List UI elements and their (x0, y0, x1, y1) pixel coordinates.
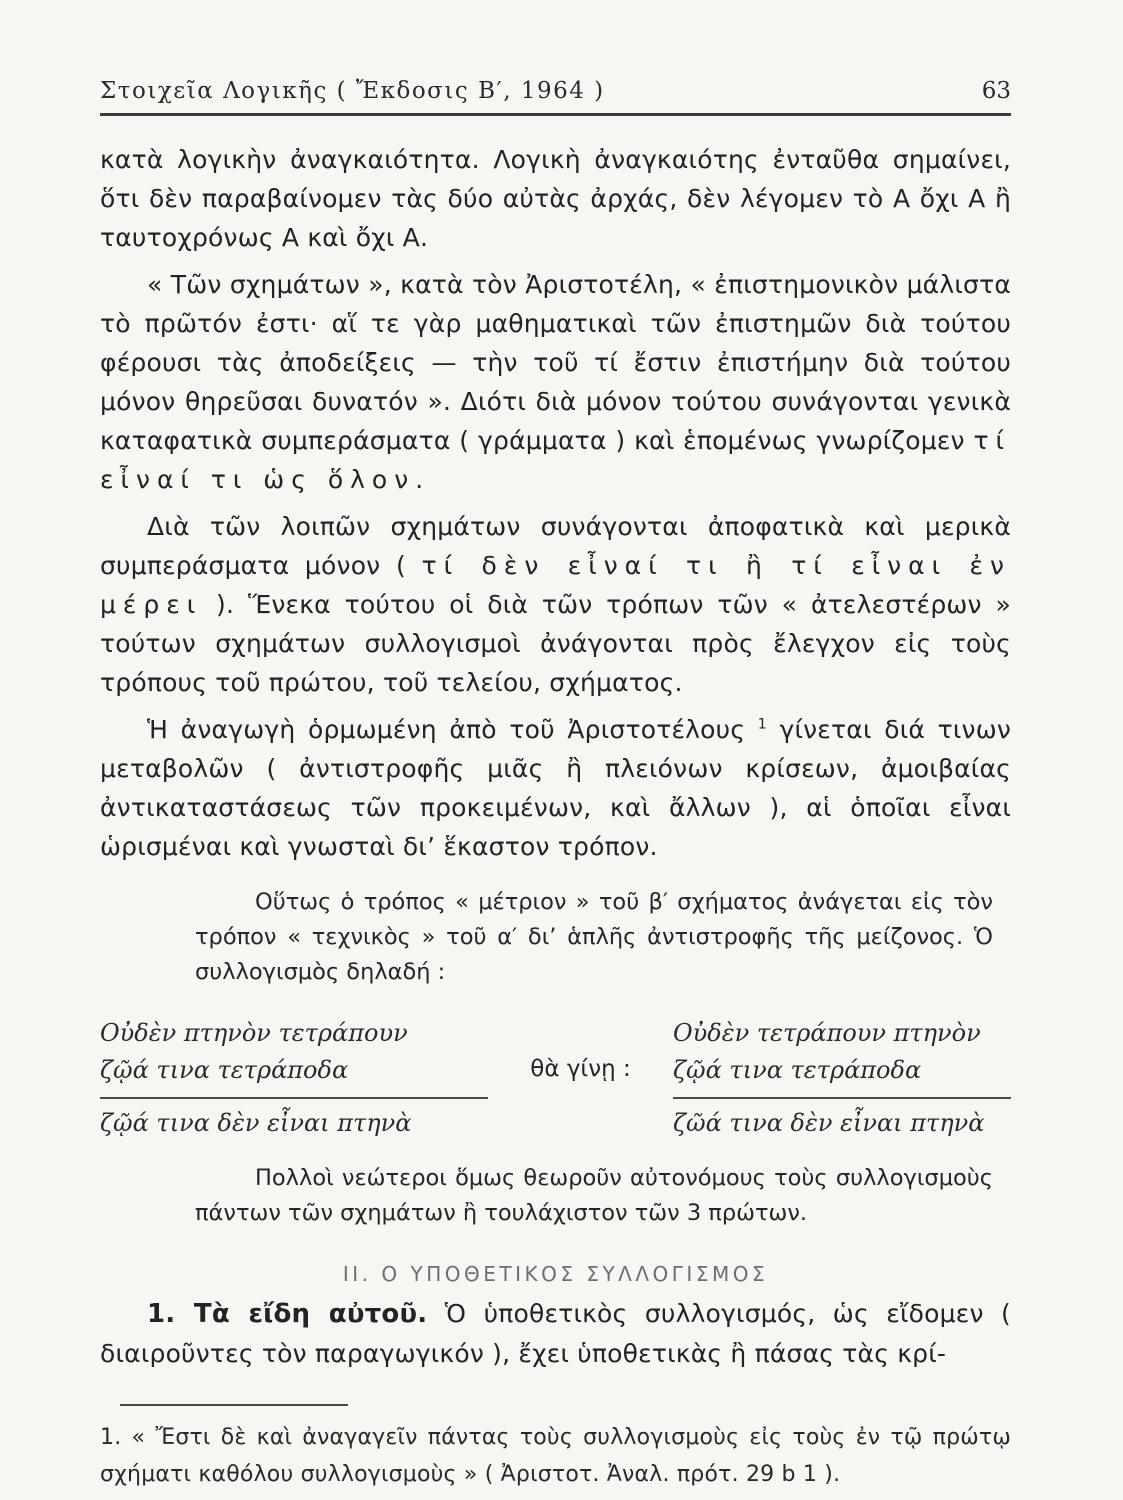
paragraph-logical-necessity: κατὰ λογικὴν ἀναγκαιότητα. Λογικὴ ἀναγκαιότης ἐνταῦθα σημαίνει, ὅτι δὲν παραβαίνομεν τὰς δύο αὐτὰς ἀρχάς, δὲν λέγομεν τὸ Α ὄχι Α ἢ ταυτοχρόνως Α καὶ ὄχι Α. (100, 145, 1011, 252)
paragraph-anagoge (100, 710, 1011, 866)
header-rule (100, 113, 1011, 116)
p2-text-end: . (415, 465, 424, 494)
syllogism-right-column (673, 1015, 1011, 1142)
left-premise-minor: ζῷά τινα τετράποδα (100, 1056, 349, 1084)
right-conclusion: ζῶά τινα δὲν εἶναι πτηνὰ (673, 1109, 985, 1137)
p2-text: « Τῶν σχημάτων », κατὰ τὸν Ἀριστοτέλη, « ἐπιστημονικὸν μάλιστα τὸ πρῶτόν ἐστι· αἵ τε γὰρ μαθηματικαὶ τῶν ἐπιστημῶν διὰ τούτου φέρουσι τὰς ἀποδείξεις — τὴν τοῦ τί ἔστιν ἐπιστήμην διὰ τούτου μόνον θηρεῦσαι δυνατόν ». Διότι διὰ μόνον τούτου συνάγονται γενικὰ καταφατικὰ συμπεράσματα ( γράμματα ) καὶ ἑπομένως γνωρίζομεν (100, 270, 1011, 455)
paragraph-schemata-aristotle (100, 265, 1011, 499)
footnote-1: 1. « Ἔστι δὲ καὶ ἀναγαγεῖν πάντας τοὺς συλλογισμοὺς εἰς τοὺς ἐν τῷ πρώτῳ σχήματι καθόλου συλλογισμοὺς » ( Ἀριστοτ. Ἀναλ. πρότ. 29 b 1 ). (100, 1425, 1011, 1487)
page-header (100, 78, 1011, 104)
p5-text: Ὁ ὑποθετικὸς συλλογισμός, ὡς εἴδομεν ( διαιροῦντες τὸν παραγωγικόν ), ἔχει ὑποθετικὰς ἢ πάσας τὰς κρί- (100, 1299, 1011, 1368)
p4-text-end: γίνεται διά τινων μεταβολῶν ( ἀντιστροφῆς μιᾶς ἢ πλειόνων κρίσεων, ἀμοιβαίας ἀντικαταστάσεως τῶν προκειμένων, καὶ ἄλλων ), αἱ ὁποῖαι εἶναι ὡρισμέναι καὶ γνωσταὶ δι’ ἕκαστον τρόπον. (100, 715, 1011, 861)
paragraph-other-schemata (100, 507, 1011, 702)
footnote-reference-mark: 1 (757, 716, 767, 733)
paragraph-hypothetical-syllogism (100, 1294, 1011, 1373)
right-premise-major: Οὐδὲν τετράπουν πτηνὸν (673, 1019, 981, 1047)
right-inference-rule-line (673, 1097, 1011, 1099)
running-title: Στοιχεῖα Λογικῆς ( Ἔκδοσις Β′, 1964 ) (100, 78, 605, 104)
p3-text: Διὰ τῶν λοιπῶν σχημάτων συνάγονται ἀποφατικὰ καὶ μερικὰ συμπεράσματα μόνον ( (100, 512, 1011, 580)
right-premise-minor: ζῷά τινα τετράποδα (673, 1056, 922, 1084)
p2-spaced-phrase: τί εἶναί τι ὡς ὅλον (100, 426, 1011, 494)
p3-spaced-phrase: τί δὲν εἶναί τι ἢ τί εἶναι ἐν μέρει (100, 551, 1011, 619)
left-conclusion: ζῷά τινα δὲν εἶναι πτηνὰ (100, 1109, 412, 1137)
syllogism-block (100, 1015, 1011, 1142)
p4-text: Ἡ ἀναγωγὴ ὁρμωμένη ἀπὸ τοῦ Ἀριστοτέλους (147, 715, 758, 744)
syllogism-left-column (100, 1015, 488, 1142)
smalltext-modern-view: Πολλοὶ νεώτεροι ὅμως θεωροῦν αὐτονόμους τοὺς συλλογισμοὺς πάντων τῶν σχημάτων ἢ τουλάχιστον τῶν 3 πρώτων. (195, 1165, 993, 1226)
smalltext-example-intro: Οὕτως ὁ τρόπος « μέτριον » τοῦ β′ σχήματος ἀνάγεται εἰς τὸν τρόπον « τεχνικὸς » τοῦ α′ δι’ ἁπλῆς ἀντιστροφῆς τῆς μείζονος. Ὁ συλλογισμὸς δηλαδή : (195, 889, 993, 985)
p3-text-end: ). Ἕνεκα τούτου οἱ διὰ τῶν τρόπων τῶν « ἀτελεστέρων » τούτων σχημάτων συλλογισμοὶ ἀνάγονται πρὸς ἔλεγχον εἰς τοὺς τρόπους τοῦ πρώτου, τοῦ τελείου, σχήματος. (100, 590, 1011, 697)
section-heading: II. Ο ΥΠΟΘΕΤΙΚΟΣ ΣΥΛΛΟΓΙΣΜΟΣ (342, 1262, 769, 1286)
p5-bold-lead: 1. Τὰ εἴδη αὐτοῦ. (147, 1299, 428, 1329)
footnote-separator-rule (120, 1404, 348, 1406)
left-premise-major: Οὐδὲν πτηνὸν τετράπουν (100, 1019, 408, 1047)
left-inference-rule-line (100, 1097, 488, 1099)
page-number: 63 (981, 78, 1011, 104)
syllogism-connector: θὰ γίνῃ : (530, 1056, 631, 1082)
